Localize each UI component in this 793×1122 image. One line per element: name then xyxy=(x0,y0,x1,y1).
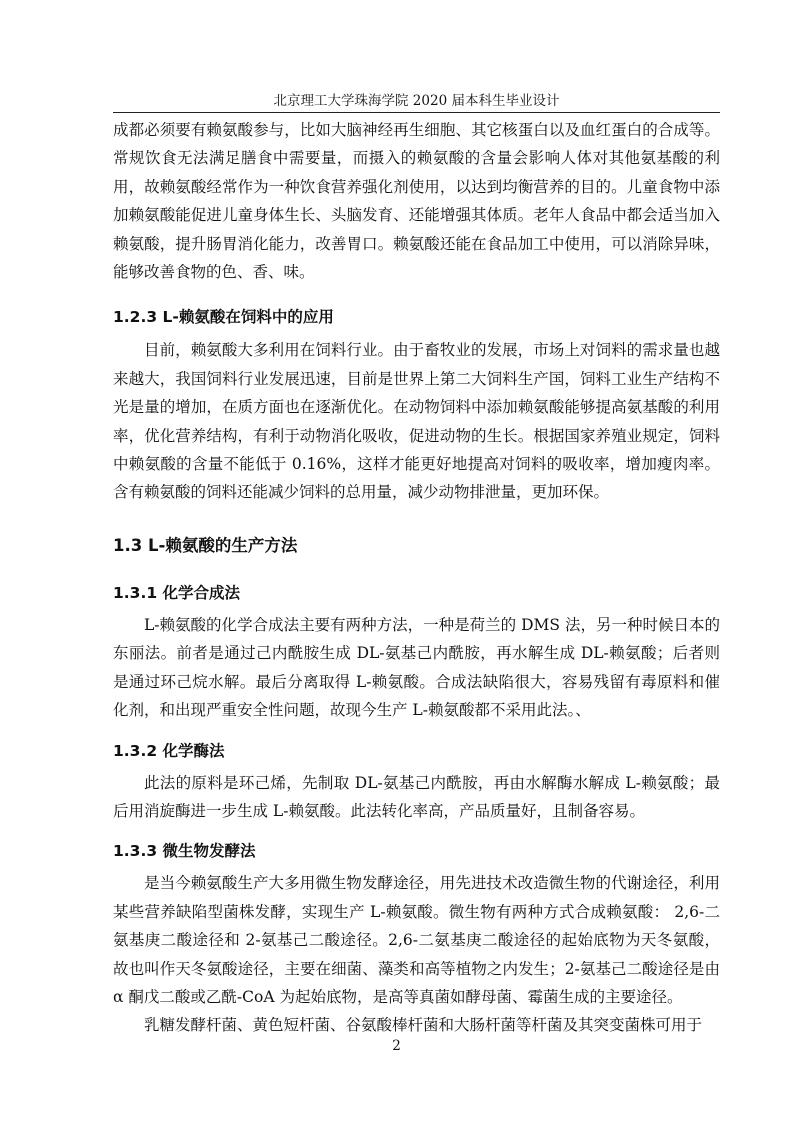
page-body xyxy=(113,116,720,1040)
section-1-3-3-title: 1.3.3 微生物发酵法 xyxy=(113,842,256,861)
section-1-3-1-title: 1.3.1 化学合成法 xyxy=(113,583,241,602)
section-1-3-title: 1.3 L-赖氨酸的生产方法 xyxy=(113,535,298,555)
section-1-3-1-paragraph: L-赖氨酸的化学合成法主要有两种方法，一种是荷兰的 DMS 法，另一种时候日本的东丽法。前者是通过己内酰胺生成 DL-氨基己内酰胺，再水解生成 DL-赖氨酸；后者则是通过环己烷水解。最后分离取得 L-赖氨酸。合成法缺陷很大，容易残留有毒原料和催化剂，和出现严重安全性问题，故现今生产 L-赖氨酸都不采用此法。、 xyxy=(113,615,720,720)
header-rule xyxy=(113,112,720,113)
section-1-3-2-paragraph: 此法的原料是环己烯，先制取 DL-氨基己内酰胺，再由水解酶水解成 L-赖氨酸；最后用消旋酶进一步生成 L-赖氨酸。此法转化率高，产品质量好，且制备容易。 xyxy=(113,773,720,820)
page-number: 2 xyxy=(392,1038,401,1054)
section-1-3-3-paragraph-1: 是当今赖氨酸生产大多用微生物发酵途径，用先进技术改造微生物的代谢途径，利用某些营养缺陷型菌株发酵，实现生产 L-赖氨酸。微生物有两种方式合成赖氨酸： 2,6-二氨基庚二酸途径和 2-氨基己二酸途径。2,6-二氨基庚二酸途径的起始底物为天冬氨酸，故也叫作天冬氨酸途径，主要在细菌、藻类和高等植物之内发生；2-氨基己二酸途径是由 α 酮戊二酸或乙酰-CoA 为起始底物，是高等真菌如酵母菌、霉菌生成的主要途径。 xyxy=(113,874,720,1006)
section-1-3-3-paragraph-2: 乳糖发酵杆菌、黄色短杆菌、谷氨酸棒杆菌和大肠杆菌等杆菌及其突变菌株可用于 xyxy=(144,1016,703,1035)
intro-paragraph: 成都必须要有赖氨酸参与，比如大脑神经再生细胞、其它核蛋白以及血红蛋白的合成等。常规饮食无法满足膳食中需要量，而摄入的赖氨酸的含量会影响人体对其他氨基酸的利用，故赖氨酸经常作为一种饮食营养强化剂使用，以达到均衡营养的目的。儿童食物中添加赖氨酸能促进儿童身体生长、头脑发育、还能增强其体质。老年人食品中都会适当加入赖氨酸，提升肠胃消化能力，改善胃口。赖氨酸还能在食品加工中使用，可以消除异味，能够改善食物的色、香、味。 xyxy=(113,121,720,282)
running-header: 北京理工大学珠海学院 2020 届本科生毕业设计 xyxy=(273,93,560,109)
section-1-3-2-title: 1.3.2 化学酶法 xyxy=(113,741,225,760)
section-1-2-3-paragraph: 目前，赖氨酸大多利用在饲料行业。由于畜牧业的发展，市场上对饲料的需求量也越来越大，我国饲料行业发展迅速，目前是世界上第二大饲料生产国，饲料工业生产结构不光是量的增加，在质方面也在逐渐优化。在动物饲料中添加赖氨酸能够提高氨基酸的利用率，优化营养结构，有利于动物消化吸收，促进动物的生长。根据国家养殖业规定，饲料中赖氨酸的含量不能低于 0.16%，这样才能更好地提高对饲料的吸收率，增加瘦肉率。含有赖氨酸的饲料还能减少饲料的总用量，减少动物排泄量，更加环保。 xyxy=(113,341,720,502)
section-1-2-3-title: 1.2.3 L-赖氨酸在饲料中的应用 xyxy=(113,308,334,327)
